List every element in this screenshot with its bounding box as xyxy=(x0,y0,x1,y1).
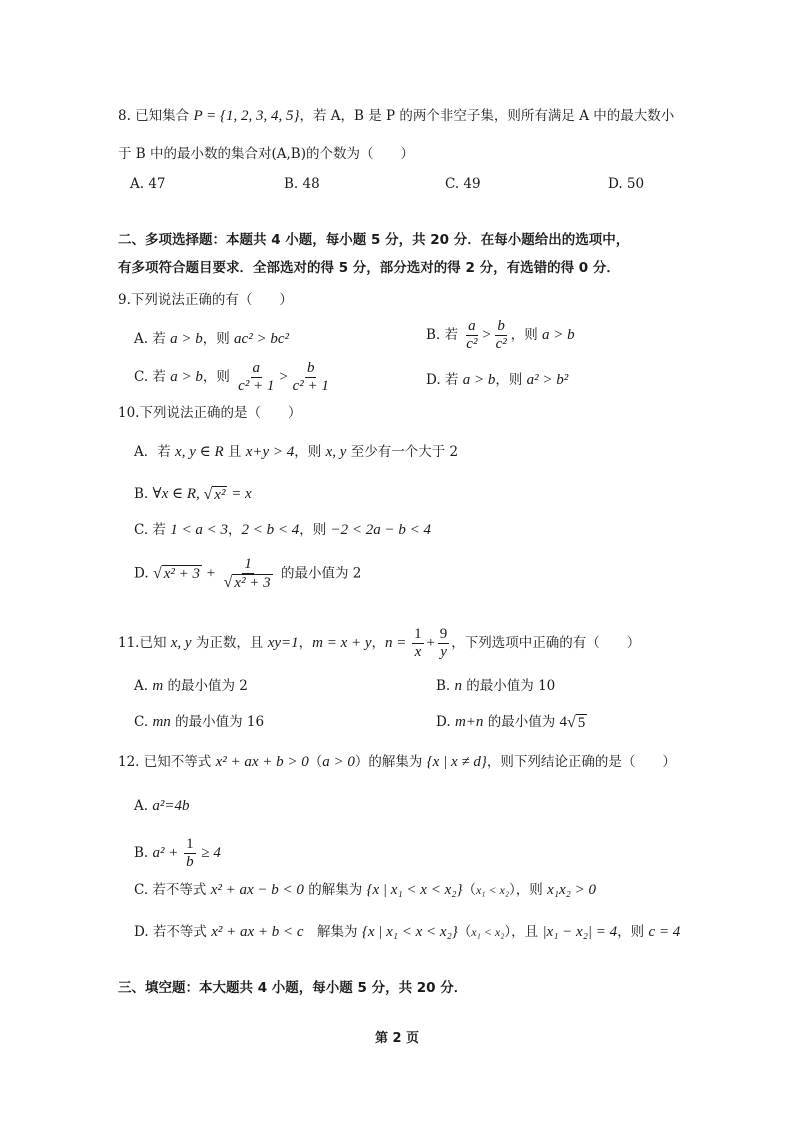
q12-stem-suffix: ，则下列结论正确的是（ ） xyxy=(486,754,676,770)
q10-c-then: ，则 xyxy=(299,522,331,538)
q12-c-mid2: （ xyxy=(462,882,476,898)
section3-heading: 三、填空题：本大题共 4 小题，每小题 5 分，共 20 分． xyxy=(118,980,468,996)
fraction-denominator: c² xyxy=(466,336,478,352)
q10-option-b xyxy=(134,484,252,505)
q8-option-c: C. 49 xyxy=(445,176,481,192)
q11-c-text: 的最小值为 16 xyxy=(170,714,265,730)
fraction-denominator: c² + 1 xyxy=(292,378,329,394)
q10-a-expr2: x+y > 4 xyxy=(245,444,295,460)
q11-option-c xyxy=(134,712,264,732)
q10-c-expr1: 1 < a < 3 xyxy=(170,522,228,538)
q11-d-text: 的最小值为 xyxy=(483,714,560,730)
q11-expr2: xy=1 xyxy=(267,635,299,651)
q11-expr1: x, y xyxy=(170,635,192,651)
q9-a-then: ，则 xyxy=(202,331,235,347)
q12-d-mid4: ，则 xyxy=(617,924,649,940)
fraction-numerator: b xyxy=(306,360,315,376)
q12-d-mid3: ），且 xyxy=(504,924,543,940)
q11-a-text: 的最小值为 2 xyxy=(163,678,248,694)
q10-b-tail: = x xyxy=(227,486,252,502)
q8-stem-suffix: ，若 A，B 是 P 的两个非空子集，则所有满足 A 中的最大数小 xyxy=(299,108,675,124)
q11-option-a xyxy=(134,676,248,696)
q10-a-and: 且 xyxy=(223,444,246,460)
fraction-denominator: y xyxy=(440,644,447,660)
q10-a-expr3: x, y xyxy=(325,444,347,460)
q11-d-coefficient: 4 xyxy=(559,714,567,730)
q9-option-d xyxy=(426,370,568,390)
q12-c-mid1: 的解集为 xyxy=(303,882,367,898)
q9-b-operator: > xyxy=(481,327,492,343)
q10-a-prefix: A．若 xyxy=(134,444,176,460)
q12-mid2: ）的解集为 xyxy=(354,754,427,770)
section2-heading-line2: 有多项符合题目要求．全部选对的得 5 分，部分选对的得 2 分，有选错的得 0 分． xyxy=(118,260,620,276)
q11-option-d xyxy=(436,712,587,733)
q8-option-b: B. 48 xyxy=(284,176,320,192)
q9-c-prefix: C. 若 xyxy=(134,369,171,385)
q12-d-expr1: x² + ax + b < c xyxy=(211,924,304,940)
q12-option-c xyxy=(134,880,596,900)
q9-b-left-fraction xyxy=(464,318,479,353)
q9-b-prefix: B. 若 xyxy=(426,327,463,343)
fraction-numerator: a xyxy=(252,360,261,376)
q11-n-fraction1 xyxy=(412,626,424,661)
q12-c-result: x₁x₂ > 0 xyxy=(547,882,596,898)
q8-set-expression: P = {1, 2, 3, 4, 5} xyxy=(193,108,300,124)
fraction-numerator: 9 xyxy=(439,626,448,642)
q10-c-expr3: −2 < 2a − b < 4 xyxy=(330,522,432,538)
fraction-numerator: a xyxy=(468,318,476,334)
q12-d-mid1: 解集为 xyxy=(303,924,362,940)
q11-mid2: ， xyxy=(298,635,313,651)
q10-a-expr1: x, y ∈ R xyxy=(175,444,224,460)
q12-d-condition: x₁ < x₂ xyxy=(471,925,505,939)
q12-d-abs: |x₁ − x₂| = 4 xyxy=(542,924,618,940)
q12-a-prefix: A. xyxy=(134,798,153,814)
q8-option-d: D. 50 xyxy=(608,176,645,192)
q10-c-expr2: 2 < b < 4 xyxy=(241,522,300,538)
page-number: 第 2 页 xyxy=(374,1031,420,1046)
q11-mid3: ， xyxy=(371,635,386,651)
q9-c-then: ，则 xyxy=(202,369,235,385)
q12-mid1: （ xyxy=(308,754,323,770)
q9-c-right-fraction xyxy=(291,360,331,395)
q11-n-plus: + xyxy=(425,635,436,651)
q10-a-then: ，则 xyxy=(294,444,326,460)
q11-b-var: n xyxy=(454,678,463,694)
q11-mid1: 为正数，且 xyxy=(191,635,268,651)
q9-stem: 9.下列说法正确的有（ ） xyxy=(118,292,293,308)
q11-expr4: n = xyxy=(385,635,411,651)
q8-option-a: A. 47 xyxy=(130,176,166,192)
q10-c-sep: ， xyxy=(227,522,242,538)
q9-d-then: ，则 xyxy=(495,372,527,388)
q12-c-condition: x₁ < x₂ xyxy=(475,883,510,897)
q12-c-expr1: x² + ax − b < 0 xyxy=(210,882,304,898)
q8-stem-line2: 于 B 中的最小数的集合对(A,B)的个数为（ ） xyxy=(118,146,414,162)
q11-b-text: 的最小值为 10 xyxy=(462,678,556,694)
fraction-numerator: 1 xyxy=(244,556,252,572)
q9-option-a xyxy=(134,329,289,349)
q11-d-prefix: D. xyxy=(436,714,455,730)
fraction-numerator: 1 xyxy=(414,626,422,642)
fraction-denominator: c² + 1 xyxy=(238,378,275,394)
q11-expr3: m = x + y xyxy=(312,635,372,651)
q12-option-b xyxy=(134,836,221,871)
q10-option-a xyxy=(134,442,458,462)
q10-option-c xyxy=(134,520,431,540)
q10-d-prefix: D. xyxy=(134,565,153,582)
q9-option-b xyxy=(426,318,575,353)
q12-expr1: x² + ax + b > 0 xyxy=(215,754,309,770)
q9-a-condition: a > b xyxy=(170,331,203,347)
q9-a-result: ac² > bc² xyxy=(234,331,289,347)
fraction-denominator: x xyxy=(414,644,422,660)
q12-solution-set: {x | x ≠ d} xyxy=(426,754,487,770)
sqrt-argument: x² xyxy=(214,486,226,503)
q10-d-fraction xyxy=(222,556,275,592)
q8-stem-line1 xyxy=(118,106,674,126)
q11-c-var: mn xyxy=(152,714,171,730)
q12-a-expr: a²=4b xyxy=(152,798,190,814)
q12-c-mid3: ），则 xyxy=(509,882,548,898)
fraction-denominator: b xyxy=(186,854,194,870)
q11-n-fraction2 xyxy=(438,626,450,661)
q9-c-condition: a > b xyxy=(170,369,203,385)
fraction-denominator: √ x² + 3 xyxy=(223,574,271,591)
q10-b-sqrt: √ x² xyxy=(203,485,226,503)
sqrt-argument: x² + 3 xyxy=(163,566,200,582)
q11-option-b xyxy=(436,676,555,696)
fraction-numerator: 1 xyxy=(186,836,194,852)
q12-b-prefix: B. xyxy=(134,845,153,861)
q12-stem-prefix: 12. 已知不等式 xyxy=(118,754,216,770)
q10-d-plus: + xyxy=(202,565,220,582)
q9-option-c xyxy=(134,360,333,395)
q9-b-result: a > b xyxy=(542,327,575,343)
q12-c-prefix: C. 若不等式 xyxy=(134,882,211,898)
fraction-numerator: b xyxy=(497,318,505,334)
q9-d-prefix: D. 若 xyxy=(426,372,463,388)
q12-stem xyxy=(118,752,676,772)
section2-heading-line1: 二、多项选择题：本题共 4 小题，每小题 5 分，共 20 分．在每小题给出的选项中， xyxy=(118,232,630,248)
q10-option-d xyxy=(134,556,361,592)
q10-c-prefix: C. 若 xyxy=(134,522,171,538)
q11-stem xyxy=(118,626,640,661)
sqrt-argument: 5 xyxy=(577,714,586,731)
q9-b-right-fraction xyxy=(494,318,509,353)
q10-d-suffix: 的最小值为 2 xyxy=(276,565,362,582)
q11-d-var: m+n xyxy=(454,714,484,730)
q11-stem-prefix: 11.已知 xyxy=(118,635,171,651)
q10-a-suffix: 至少有一个大于 2 xyxy=(346,444,459,460)
q8-stem-prefix: 8. 已知集合 xyxy=(118,108,194,124)
q12-d-mid2: （ xyxy=(457,924,472,940)
q12-b-expr1: a² + xyxy=(152,845,183,861)
q10-d-sqrt: √ x² + 3 xyxy=(152,565,200,582)
q9-b-then: ，则 xyxy=(510,327,543,343)
q9-c-operator: > xyxy=(278,369,289,385)
q9-a-prefix: A. 若 xyxy=(134,331,171,347)
q12-option-d xyxy=(134,922,680,942)
q12-b-fraction xyxy=(184,836,196,871)
q12-d-set: {x | x₁ < x < x₂} xyxy=(361,924,458,940)
q11-stem-suffix: ，下列选项中正确的有（ ） xyxy=(451,635,641,651)
fraction-denominator: c² xyxy=(495,336,507,352)
q12-c-set: {x | x₁ < x < x₂} xyxy=(366,882,463,898)
q12-d-result: c = 4 xyxy=(648,924,681,940)
q12-option-a xyxy=(134,796,189,816)
q9-d-result: a² > b² xyxy=(526,372,569,388)
q12-expr2: a > 0 xyxy=(322,754,355,770)
q12-b-expr2: ≥ 4 xyxy=(197,845,221,861)
q10-b-prefix: B. xyxy=(134,486,153,502)
sqrt-argument: x² + 3 xyxy=(234,575,271,591)
q10-b-expr: ∀x ∈ R, xyxy=(152,486,204,502)
q9-c-left-fraction xyxy=(236,360,276,395)
q10-stem: 10.下列说法正确的是（ ） xyxy=(118,405,302,421)
q12-d-prefix: D. 若不等式 xyxy=(134,924,212,940)
q11-b-prefix: B. xyxy=(436,678,455,694)
q9-d-condition: a > b xyxy=(462,372,496,388)
q11-c-prefix: C. xyxy=(134,714,153,730)
q11-a-var: m xyxy=(152,678,164,694)
q11-a-prefix: A. xyxy=(134,678,153,694)
q11-d-sqrt: √ 5 xyxy=(567,713,586,731)
